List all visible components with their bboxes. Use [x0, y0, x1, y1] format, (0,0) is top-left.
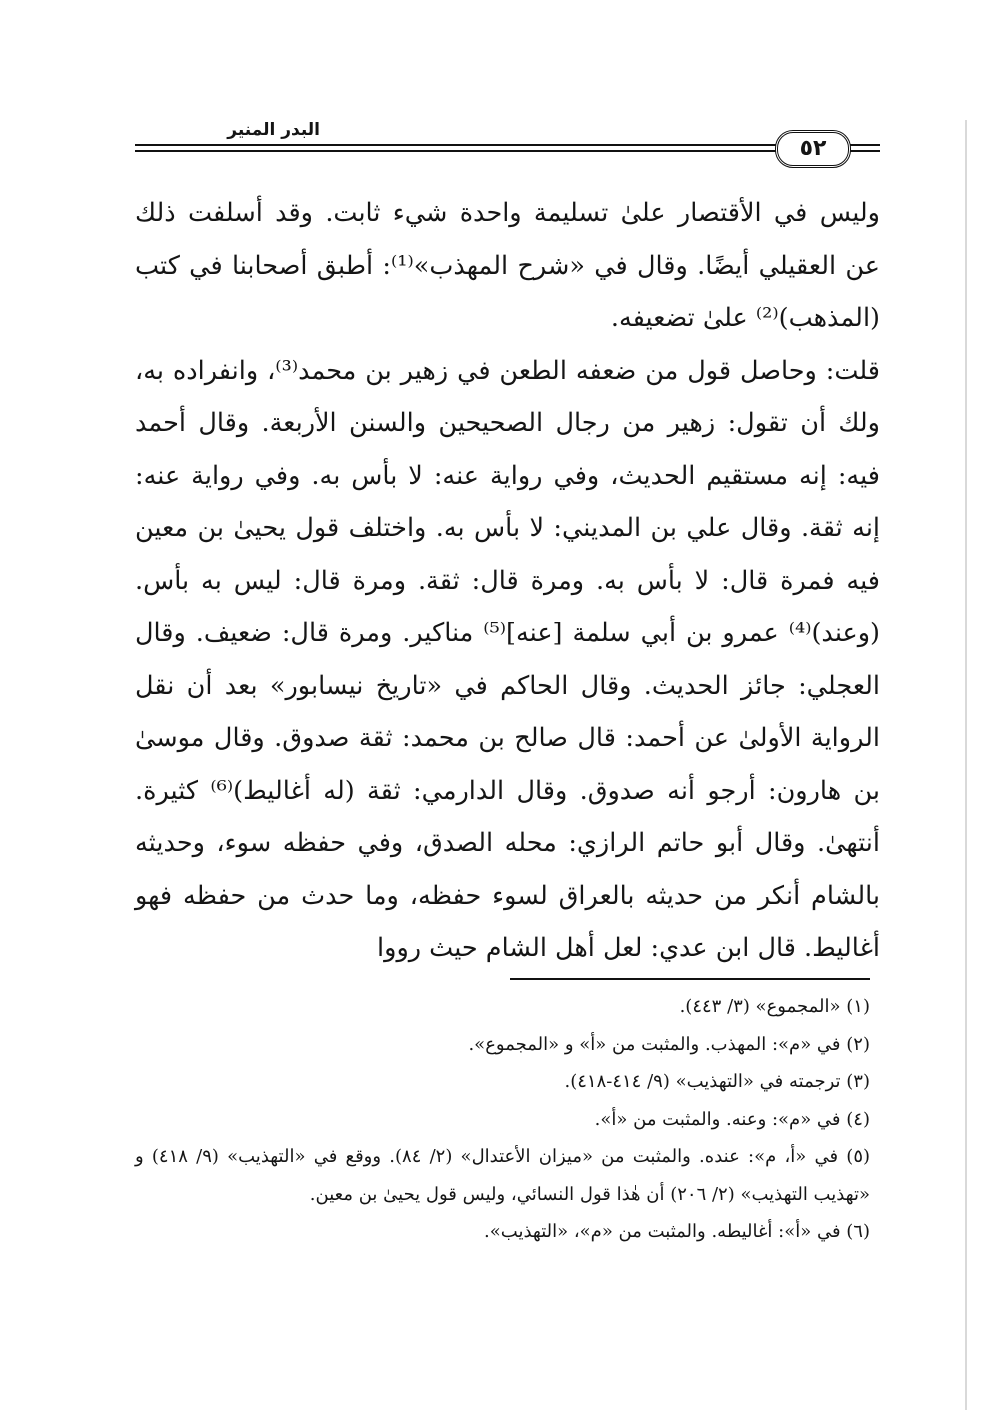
- page-edge-line: [965, 120, 967, 1410]
- running-title: البدر المنير: [227, 120, 320, 140]
- page-header: [135, 120, 880, 175]
- footnote-1: (١) «المجموع» (٣/ ٤٤٣).: [679, 996, 870, 1017]
- footnotes: [135, 988, 870, 1251]
- header-rule: [135, 144, 780, 152]
- footnote-4: (٤) في «م»: وعنه. والمثبت من «أ».: [594, 1108, 870, 1130]
- main-text: وليس في الأقتصار علىٰ تسليمة واحدة شيء ثابت. وقد أسلفت ذلك عن العقيلي أيضًا. وقال في «شرح المهذب»⁽¹⁾: أطبق أصحابنا في كتب (المذهب)⁽²⁾ علىٰ تضعيفه. قلت: وحاصل قول من ضعفه الطعن في زهير بن محمد⁽³⁾، وانفراده به، ولك أن تقول: زهير من رجال الصحيحين والسنن الأربعة. وقال أحمد فيه: إنه مستقيم الحديث، وفي رواية عنه: لا بأس به. وفي رواية عنه: إنه ثقة. وقال علي بن المديني: لا بأس به. واختلف قول يحيىٰ بن معين فيه فمرة قال: لا بأس به. ومرة قال: ثقة. ومرة قال: ليس به بأس. (وعند)⁽⁴⁾ عمرو بن أبي سلمة [عنه]⁽⁵⁾ مناكير. ومرة قال: ضعيف. وقال العجلي: جائز الحديث. وقال الحاكم في «تاريخ نيسابور» بعد أن نقل الرواية الأولىٰ عن أحمد: قال صالح بن محمد: ثقة صدوق. وقال موسىٰ بن هارون: أرجو أنه صدوق. وقال الدارمي: ثقة (له أغاليط)⁽⁶⁾ كثيرة. أنتهىٰ. وقال أبو حاتم الرازي: محله الصدق، وفي حفظه سوء، وحديثه بالشام أنكر من حديثه بالعراق لسوء حفظه، وما حدث من حفظه فهو أغاليط. قال ابن عدي: لعل أهل الشام حيث رووا: [135, 198, 880, 963]
- footnote-2: (٢) في «م»: المهذب. والمثبت من «أ» و «المجموع».: [468, 1033, 870, 1055]
- footnote-6: (٦) في «أ»: أغاليطه. والمثبت من «م»، «التهذيب».: [484, 1221, 870, 1242]
- footnote-separator: [510, 978, 870, 980]
- page-number: ٥٢: [775, 130, 851, 168]
- footnote-3: (٣) ترجمته في «التهذيب» (٩/ ٤١٤-٤١٨).: [564, 1071, 870, 1092]
- footnote-5: (٥) في «أ، م»: عنده. والمثبت من «ميزان الأعتدال» (٢/ ٨٤). ووقع في «التهذيب» (٩/ ٤١٨) و «تهذيب التهذيب» (٢/ ٢٠٦) أن هٰذا قول النسائي، وليس قول يحيىٰ بن معين.: [135, 1146, 871, 1205]
